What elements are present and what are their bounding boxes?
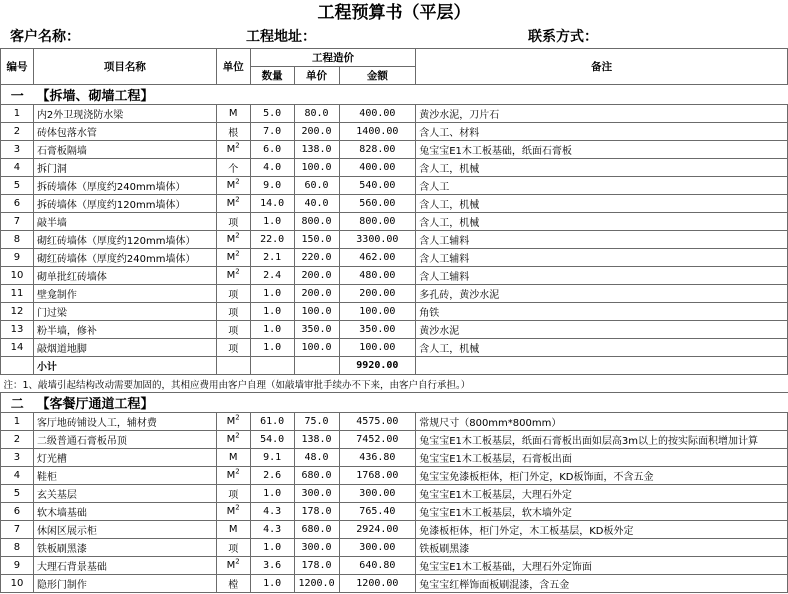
item-name: 壁龛制作: [33, 285, 216, 303]
item-unit: [216, 267, 250, 285]
item-unit-price: 178.0: [294, 503, 339, 521]
unit-text: 项: [228, 218, 239, 229]
section-title: 【客餐厅通道工程】: [33, 393, 787, 413]
item-unit: [216, 339, 250, 357]
item-quantity: 6.0: [250, 141, 294, 159]
row-number: 4: [1, 159, 34, 177]
item-unit-price: 300.0: [294, 539, 339, 557]
item-unit-price: 200.0: [294, 267, 339, 285]
item-remark: 兔宝宝E1木工板基层，石膏板出面: [416, 449, 788, 467]
item-remark: 角铁: [416, 303, 788, 321]
table-row: [1, 285, 788, 303]
item-name: 隐形门制作: [33, 575, 216, 593]
item-unit-price: 80.0: [294, 105, 339, 123]
item-unit: [216, 503, 250, 521]
unit-text: M: [228, 524, 238, 535]
item-amount: 640.80: [339, 557, 416, 575]
unit-superscript: 2: [235, 141, 240, 150]
section-title: 【拆墙、砌墙工程】: [33, 85, 787, 105]
item-quantity: 1.0: [250, 285, 294, 303]
item-unit-price: 300.0: [294, 485, 339, 503]
item-amount: 2924.00: [339, 521, 416, 539]
item-unit: [216, 321, 250, 339]
subtotal-label: 小计: [33, 357, 216, 375]
item-name: 大理石背景基础: [33, 557, 216, 575]
unit-text: M: [226, 180, 236, 191]
item-unit: [216, 249, 250, 267]
unit-superscript: 2: [235, 557, 240, 566]
subtotal-empty: [1, 357, 34, 375]
item-unit: [216, 557, 250, 575]
section-header: [1, 85, 788, 105]
unit-superscript: 2: [235, 503, 240, 512]
row-number: 11: [1, 285, 34, 303]
unit-text: M: [228, 452, 238, 463]
unit-text: 樘: [228, 580, 239, 591]
subtotal-blank: [294, 357, 339, 375]
item-quantity: 7.0: [250, 123, 294, 141]
item-name: 灯光槽: [33, 449, 216, 467]
unit-text: 项: [228, 290, 239, 301]
row-number: 3: [1, 141, 34, 159]
item-unit-price: 220.0: [294, 249, 339, 267]
unit-text: M: [226, 234, 236, 245]
item-unit: [216, 449, 250, 467]
unit-text: M: [226, 560, 236, 571]
item-remark: 常规尺寸（800mm*800mm）: [416, 413, 788, 431]
item-name: 休闲区展示柜: [33, 521, 216, 539]
section-index: 二: [1, 393, 34, 413]
col-header-amount: 金额: [339, 67, 416, 85]
item-remark: 兔宝宝E1木工板基础，纸面石膏板: [416, 141, 788, 159]
item-remark: 含人工，机械: [416, 159, 788, 177]
item-unit-price: 48.0: [294, 449, 339, 467]
item-unit: [216, 141, 250, 159]
row-number: 10: [1, 575, 34, 593]
table-row: [1, 575, 788, 593]
item-amount: 1400.00: [339, 123, 416, 141]
item-quantity: 4.3: [250, 503, 294, 521]
row-number: 14: [1, 339, 34, 357]
item-quantity: 3.6: [250, 557, 294, 575]
note-row: [1, 375, 788, 393]
item-amount: 3300.00: [339, 231, 416, 249]
item-unit-price: 100.0: [294, 159, 339, 177]
unit-text: 根: [228, 128, 239, 139]
table-row: [1, 105, 788, 123]
item-amount: 200.00: [339, 285, 416, 303]
row-number: 10: [1, 267, 34, 285]
section-note: 注：1、敲墙引起结构改动需要加固的，其相应费用由客户自理（如敲墙审批手续办不下来，由客户自行承担。）: [1, 375, 788, 393]
item-remark: 多孔砖，黄沙水泥: [416, 285, 788, 303]
item-unit: [216, 521, 250, 539]
subtotal-blank: [250, 357, 294, 375]
item-quantity: 2.6: [250, 467, 294, 485]
item-name: 玄关基层: [33, 485, 216, 503]
item-name: 内2外卫现浇防水梁: [33, 105, 216, 123]
item-remark: 含人工辅料: [416, 267, 788, 285]
unit-text: M: [226, 270, 236, 281]
item-remark: 兔宝宝免漆板柜体，柜门外定，KD板饰面，不含五金: [416, 467, 788, 485]
item-amount: 350.00: [339, 321, 416, 339]
row-number: 6: [1, 195, 34, 213]
table-row: [1, 485, 788, 503]
item-unit: [216, 285, 250, 303]
header-row-1: [1, 49, 788, 67]
table-row: [1, 467, 788, 485]
item-name: 拆砖墙体（厚度约120mm墙体）: [33, 195, 216, 213]
item-amount: 7452.00: [339, 431, 416, 449]
table-row: [1, 231, 788, 249]
item-unit-price: 100.0: [294, 303, 339, 321]
unit-text: M: [226, 434, 236, 445]
row-number: 5: [1, 485, 34, 503]
col-header-unit: 单位: [216, 49, 250, 85]
item-quantity: 1.0: [250, 485, 294, 503]
item-name: 砌单批红砖墙体: [33, 267, 216, 285]
item-unit-price: 138.0: [294, 431, 339, 449]
item-quantity: 4.3: [250, 521, 294, 539]
item-amount: 560.00: [339, 195, 416, 213]
item-amount: 1200.00: [339, 575, 416, 593]
row-number: 7: [1, 213, 34, 231]
item-quantity: 5.0: [250, 105, 294, 123]
row-number: 2: [1, 123, 34, 141]
item-unit: [216, 467, 250, 485]
item-amount: 480.00: [339, 267, 416, 285]
item-unit: [216, 485, 250, 503]
item-remark: 兔宝宝E1木工板基础，大理石外定饰面: [416, 557, 788, 575]
table-row: [1, 321, 788, 339]
unit-text: M: [226, 416, 236, 427]
item-name: 客厅地砖铺设人工，辅材费: [33, 413, 216, 431]
item-unit-price: 40.0: [294, 195, 339, 213]
item-amount: 436.80: [339, 449, 416, 467]
item-name: 拆砖墙体（厚度约240mm墙体）: [33, 177, 216, 195]
col-header-remark: 备注: [416, 49, 788, 85]
item-unit: [216, 413, 250, 431]
table-row: [1, 249, 788, 267]
unit-superscript: 2: [235, 177, 240, 186]
item-quantity: 9.1: [250, 449, 294, 467]
item-unit-price: 75.0: [294, 413, 339, 431]
item-name: 敲烟道地脚: [33, 339, 216, 357]
item-unit: [216, 159, 250, 177]
table-row: [1, 503, 788, 521]
item-quantity: 1.0: [250, 575, 294, 593]
item-unit-price: 138.0: [294, 141, 339, 159]
item-name: 砌红砖墙体（厚度约120mm墙体）: [33, 231, 216, 249]
table-row: [1, 557, 788, 575]
item-name: 敲半墙: [33, 213, 216, 231]
item-remark: 免漆板柜体，柜门外定，木工板基层，KD板外定: [416, 521, 788, 539]
unit-superscript: 2: [235, 231, 240, 240]
item-unit: [216, 231, 250, 249]
unit-text: 项: [228, 308, 239, 319]
row-number: 3: [1, 449, 34, 467]
item-name: 石膏板隔墙: [33, 141, 216, 159]
item-unit-price: 200.0: [294, 123, 339, 141]
contact-label: 联系方式：: [528, 29, 598, 45]
item-unit: [216, 539, 250, 557]
item-amount: 100.00: [339, 339, 416, 357]
item-unit: [216, 195, 250, 213]
item-quantity: 22.0: [250, 231, 294, 249]
row-number: 2: [1, 431, 34, 449]
table-row: [1, 159, 788, 177]
item-remark: 兔宝宝E1木工板基层，大理石外定: [416, 485, 788, 503]
subtotal-value: 9920.00: [339, 357, 416, 375]
table-row: [1, 177, 788, 195]
row-number: 13: [1, 321, 34, 339]
item-quantity: 1.0: [250, 303, 294, 321]
unit-text: M: [226, 470, 236, 481]
item-unit-price: 178.0: [294, 557, 339, 575]
item-quantity: 1.0: [250, 539, 294, 557]
item-unit: [216, 177, 250, 195]
subtotal-blank: [216, 357, 250, 375]
item-remark: 含人工辅料: [416, 231, 788, 249]
item-unit-price: 1200.0: [294, 575, 339, 593]
budget-table: [0, 48, 788, 593]
item-unit: [216, 575, 250, 593]
row-number: 4: [1, 467, 34, 485]
row-number: 6: [1, 503, 34, 521]
item-quantity: 1.0: [250, 339, 294, 357]
item-remark: 铁板刷黑漆: [416, 539, 788, 557]
project-address-label: 工程地址：: [246, 29, 316, 45]
item-unit-price: 100.0: [294, 339, 339, 357]
item-amount: 400.00: [339, 159, 416, 177]
item-unit-price: 350.0: [294, 321, 339, 339]
row-number: 8: [1, 231, 34, 249]
col-header-name: 项目名称: [33, 49, 216, 85]
unit-text: 个: [228, 164, 239, 175]
table-row: [1, 213, 788, 231]
item-quantity: 54.0: [250, 431, 294, 449]
item-unit: [216, 213, 250, 231]
row-number: 9: [1, 249, 34, 267]
item-amount: 300.00: [339, 539, 416, 557]
unit-text: 项: [228, 490, 239, 501]
item-remark: 含人工辅料: [416, 249, 788, 267]
item-amount: 300.00: [339, 485, 416, 503]
unit-text: M: [226, 506, 236, 517]
page-title: 工程预算书（平层）: [317, 3, 471, 23]
item-quantity: 1.0: [250, 321, 294, 339]
row-number: 9: [1, 557, 34, 575]
row-number: 7: [1, 521, 34, 539]
table-row: [1, 339, 788, 357]
col-header-no: 编号: [1, 49, 34, 85]
table-row: [1, 413, 788, 431]
table-row: [1, 521, 788, 539]
table-row: [1, 431, 788, 449]
table-row: [1, 267, 788, 285]
table-row: [1, 449, 788, 467]
item-remark: 黄沙水泥: [416, 321, 788, 339]
item-unit-price: 150.0: [294, 231, 339, 249]
col-header-price: 单价: [294, 67, 339, 85]
client-name-label: 客户名称：: [10, 29, 80, 45]
item-quantity: 1.0: [250, 213, 294, 231]
unit-text: M: [226, 144, 236, 155]
row-number: 12: [1, 303, 34, 321]
section-header: [1, 393, 788, 413]
item-name: 砌红砖墙体（厚度约240mm墙体）: [33, 249, 216, 267]
item-unit: [216, 303, 250, 321]
item-quantity: 4.0: [250, 159, 294, 177]
table-row: [1, 195, 788, 213]
item-amount: 800.00: [339, 213, 416, 231]
item-amount: 828.00: [339, 141, 416, 159]
item-unit-price: 200.0: [294, 285, 339, 303]
item-remark: 兔宝宝E1木工板基层，纸面石膏板出面如层高3m以上的按实际面积增加计算: [416, 431, 788, 449]
item-unit: [216, 431, 250, 449]
item-amount: 4575.00: [339, 413, 416, 431]
unit-text: 项: [228, 326, 239, 337]
item-remark: 含人工: [416, 177, 788, 195]
col-header-qty: 数量: [250, 67, 294, 85]
row-number: 1: [1, 413, 34, 431]
item-unit: [216, 123, 250, 141]
unit-text: M: [226, 252, 236, 263]
item-amount: 400.00: [339, 105, 416, 123]
item-remark: 黄沙水泥，刀片石: [416, 105, 788, 123]
subtotal-blank: [416, 357, 788, 375]
item-quantity: 2.1: [250, 249, 294, 267]
item-amount: 462.00: [339, 249, 416, 267]
row-number: 8: [1, 539, 34, 557]
item-quantity: 2.4: [250, 267, 294, 285]
row-number: 1: [1, 105, 34, 123]
unit-superscript: 2: [235, 431, 240, 440]
table-row: [1, 141, 788, 159]
item-name: 粉半墙，修补: [33, 321, 216, 339]
item-unit-price: 60.0: [294, 177, 339, 195]
unit-text: M: [228, 108, 238, 119]
table-row: [1, 303, 788, 321]
item-remark: 含人工，机械: [416, 339, 788, 357]
subtotal-row: [1, 357, 788, 375]
item-name: 门过梁: [33, 303, 216, 321]
item-unit-price: 680.0: [294, 467, 339, 485]
col-header-cost: 工程造价: [250, 49, 416, 67]
item-unit: [216, 105, 250, 123]
unit-superscript: 2: [235, 249, 240, 258]
item-amount: 100.00: [339, 303, 416, 321]
item-amount: 1768.00: [339, 467, 416, 485]
item-name: 铁板刷黑漆: [33, 539, 216, 557]
item-quantity: 14.0: [250, 195, 294, 213]
unit-text: 项: [228, 544, 239, 555]
unit-text: M: [226, 198, 236, 209]
unit-superscript: 2: [235, 267, 240, 276]
item-name: 拆门洞: [33, 159, 216, 177]
item-amount: 765.40: [339, 503, 416, 521]
item-remark: 含人工，机械: [416, 195, 788, 213]
row-number: 5: [1, 177, 34, 195]
item-amount: 540.00: [339, 177, 416, 195]
section-index: 一: [1, 85, 34, 105]
table-row: [1, 539, 788, 557]
item-quantity: 9.0: [250, 177, 294, 195]
item-unit-price: 800.0: [294, 213, 339, 231]
unit-superscript: 2: [235, 413, 240, 422]
item-remark: 兔宝宝红榉饰面板刷混漆，含五金: [416, 575, 788, 593]
item-name: 二级普通石膏板吊顶: [33, 431, 216, 449]
item-remark: 兔宝宝E1木工板基层，软木墙外定: [416, 503, 788, 521]
table-row: [1, 123, 788, 141]
item-name: 软木墙基础: [33, 503, 216, 521]
item-quantity: 61.0: [250, 413, 294, 431]
item-name: 鞋柜: [33, 467, 216, 485]
unit-text: 项: [228, 344, 239, 355]
item-unit-price: 680.0: [294, 521, 339, 539]
unit-superscript: 2: [235, 467, 240, 476]
item-remark: 含人工、材料: [416, 123, 788, 141]
item-name: 砖体包落水管: [33, 123, 216, 141]
unit-superscript: 2: [235, 195, 240, 204]
item-remark: 含人工，机械: [416, 213, 788, 231]
